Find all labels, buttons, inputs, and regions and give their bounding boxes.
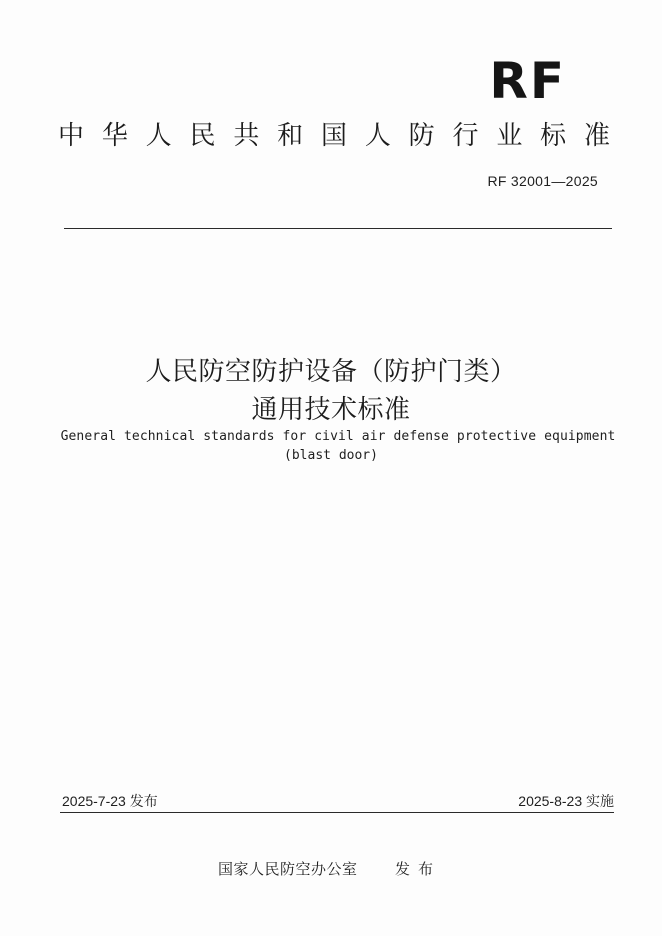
title-english-line-2: (blast door)	[284, 448, 378, 463]
title-chinese-line-2: 通用技术标准	[251, 395, 411, 425]
rf-logo: RF	[489, 52, 566, 110]
title-english-line-1: General technical standards for civil air defense protective equipment	[60, 429, 616, 444]
standard-number: RF 32001—2025	[487, 173, 598, 189]
implementation-date: 2025-8-23 实施	[518, 793, 614, 809]
top-divider	[64, 228, 612, 229]
issuing-action: 发布	[395, 860, 442, 878]
industry-standard-title: 中华人民共和国人防行业标准	[58, 121, 618, 151]
issuing-authority: 国家人民防空办公室	[218, 860, 358, 878]
issue-date: 2025-7-23 发布	[62, 793, 158, 809]
bottom-divider	[60, 812, 614, 813]
title-chinese-line-1: 人民防空防护设备（防护门类）	[145, 357, 517, 387]
